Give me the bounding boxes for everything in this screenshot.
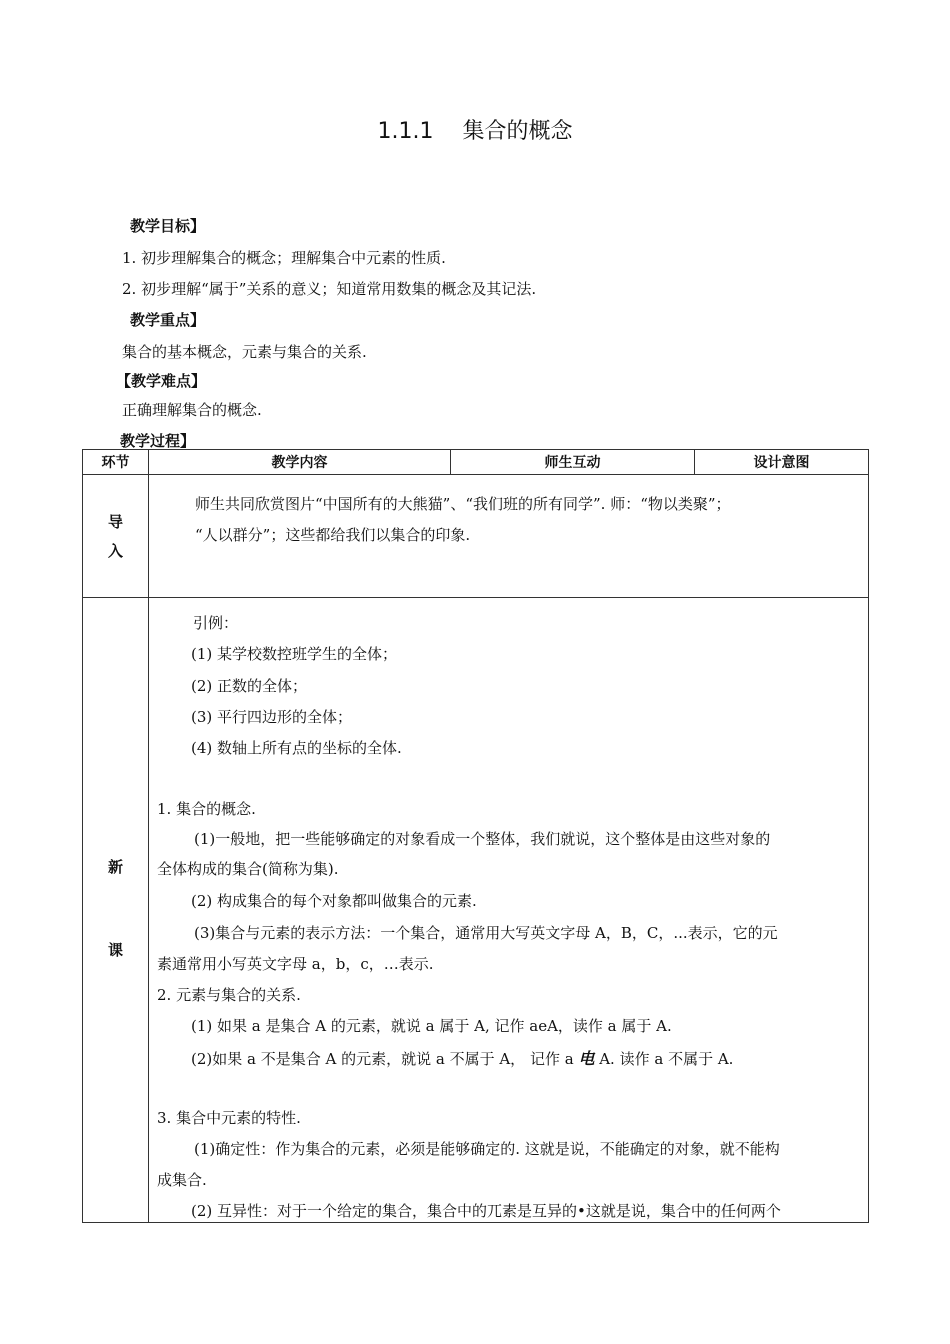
section-1-p2: (2) 构成集合的每个对象都叫做集合的元素. bbox=[191, 892, 477, 910]
section-3-title: 3. 集合中元素的特性. bbox=[157, 1109, 301, 1127]
header-intent: 设计意图 bbox=[695, 450, 869, 475]
section-2-title: 2. 元素与集合的关系. bbox=[157, 986, 301, 1004]
section-2-p1: (1) 如果 a 是集合 A 的元素，就说 a 属于 A, 记作 aeA，读作 a 属于 A. bbox=[191, 1017, 672, 1035]
intro-line-1: 师生共同欣赏图片“中国所有的大熊猫”、“我们班的所有同学”. 师：“物以类聚”； bbox=[195, 495, 731, 513]
not-belong-symbol: 电 bbox=[578, 1049, 595, 1068]
page-title: 1.1.1 集合的概念 bbox=[377, 119, 573, 144]
objective-item-2: 2. 初步理解“属于”关系的意义；知道常用数集的概念及其记法. bbox=[122, 280, 537, 298]
intro-stage-char-2: 入 bbox=[107, 542, 123, 560]
header-content: 教学内容 bbox=[149, 450, 451, 475]
section-2-p2-part-1: (2)如果 a 不是集合 A 的元素，就说 a 不属于 A， 记作 a bbox=[191, 1050, 579, 1068]
intro-stage-cell bbox=[83, 475, 149, 598]
section-3-p1-line-2: 成集合. bbox=[157, 1171, 207, 1189]
new-stage-char-1: 新 bbox=[107, 858, 123, 876]
intro-line-2: “人以群分”；这些都给我们以集合的印象. bbox=[195, 526, 471, 544]
new-lesson-row bbox=[83, 598, 869, 1223]
difficulties-heading: 【教学难点】 bbox=[116, 372, 207, 390]
intro-row bbox=[83, 475, 869, 598]
section-2-p2 bbox=[191, 1046, 868, 1069]
example-title: 引例： bbox=[193, 614, 239, 632]
section-3-p2: (2) 互异性：对于一个给定的集合，集合中的兀素是互异的•这就是说，集合中的任何两个 bbox=[191, 1202, 781, 1220]
section-1-p1-line-2: 全体构成的集合(简称为集). bbox=[157, 860, 339, 878]
new-content-cell bbox=[149, 598, 869, 1223]
key-points-heading: 教学重点】 bbox=[130, 311, 206, 329]
new-stage-char-2: 课 bbox=[107, 941, 123, 959]
intro-stage-char-1: 导 bbox=[107, 513, 123, 531]
section-1-p1-line-1: (1)一般地，把一些能够确定的对象看成一个整体，我们就说，这个整体是由这些对象的 bbox=[194, 830, 771, 848]
new-stage-cell bbox=[83, 598, 149, 1223]
example-2: (2) 正数的全体； bbox=[191, 677, 308, 695]
objective-item-1: 1. 初步理解集合的概念；理解集合中元素的性质. bbox=[122, 249, 446, 267]
section-1-p3-line-2: 素通常用小写英文字母 a，b，c，…表示. bbox=[157, 955, 434, 973]
header-interaction: 师生互动 bbox=[451, 450, 695, 475]
difficulties-text: 正确理解集合的概念. bbox=[122, 401, 262, 419]
section-3-p1-line-1: (1)确定性：作为集合的元素，必须是能够确定的. 这就是说，不能确定的对象，就不能构 bbox=[194, 1140, 780, 1158]
section-2-p2-part-2: A. 读作 a 不属于 A. bbox=[594, 1050, 734, 1068]
process-heading: 教学过程】 bbox=[120, 432, 196, 450]
section-1-p3-line-1: (3)集合与元素的表示方法：一个集合，通常用大写英文字母 A，B，C，...表示，它的元 bbox=[194, 924, 778, 942]
process-table-header bbox=[83, 450, 869, 475]
example-3: (3) 平行四边形的全体； bbox=[191, 708, 353, 726]
section-1-title: 1. 集合的概念. bbox=[157, 800, 256, 818]
process-table bbox=[82, 449, 869, 1223]
objectives-heading: 教学目标】 bbox=[130, 217, 206, 235]
example-1: (1) 某学校数控班学生的全体； bbox=[191, 645, 398, 663]
intro-content-cell bbox=[149, 475, 869, 598]
key-points-text: 集合的基本概念，元素与集合的关系. bbox=[122, 343, 367, 361]
example-4: (4) 数轴上所有点的坐标的全体. bbox=[191, 739, 402, 757]
header-stage: 环节 bbox=[83, 450, 149, 475]
